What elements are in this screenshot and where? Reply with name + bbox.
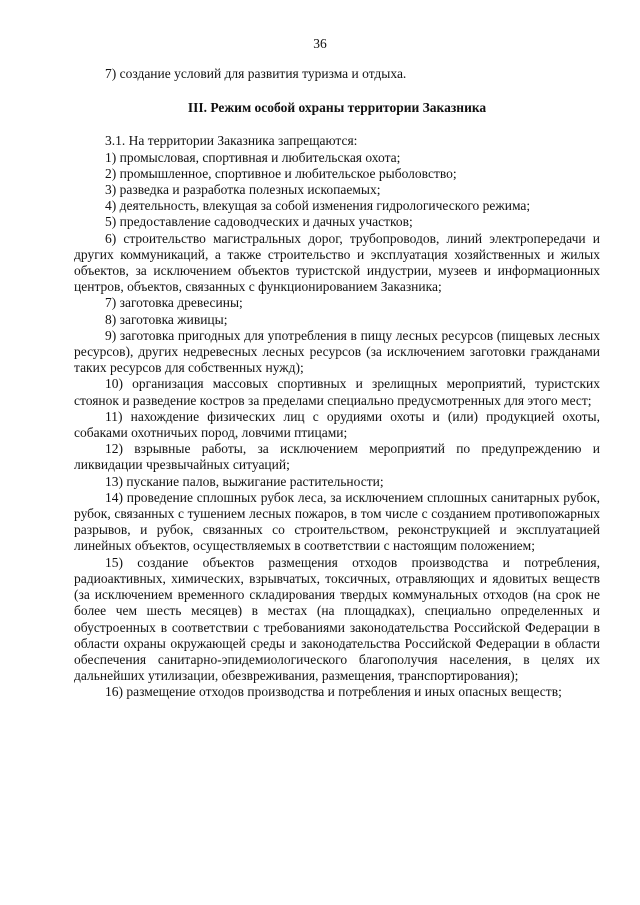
list-item-11: 11) нахождение физических лиц с орудиями охоты и (или) продукцией охоты, собаками охотничьих пород, ловчими птицами;	[74, 408, 600, 441]
list-item-14: 14) проведение сплошных рубок леса, за исключением сплошных санитарных рубок, рубок, связанных с тушением лесных пожаров, в том числе с созданием противопожарных разрывов, и рубок, связанных со строительством, реконструкцией и эксплуатацией линейных объектов, осуществляемых в соответствии с настоящим положением;	[74, 489, 600, 554]
list-item-8: 8) заготовка живицы;	[105, 311, 228, 327]
list-item-10: 10) организация массовых спортивных и зрелищных мероприятий, туристских стоянок и разведение костров за пределами специально предусмотренных для этого мест;	[74, 376, 600, 408]
list-item-12: 12) взрывные работы, за исключением мероприятий по предупреждению и ликвидации чрезвычайных ситуаций;	[74, 441, 600, 473]
paragraph-3-1: 3.1. На территории Заказника запрещаются:	[105, 133, 358, 149]
section-heading: III. Режим особой охраны территории Заказника	[187, 100, 487, 116]
list-item-15: 15) создание объектов размещения отходов производства и потребления, радиоактивных, химических, взрывчатых, токсичных, отравляющих и ядовитых веществ (за исключением временного складирования твердых коммунальных отходов (на срок не более чем шесть месяцев) в местах (на площадках), специально определенных и обустроенных в соответствии с требованиями законодательства Российской Федерации в области охраны окружающей среды и законодательства Российской Федерации в области обеспечения санитарно-эпидемиологического благополучия населения, в целях их дальнейших утилизации, обезвреживания, размещения, транспортирования);	[74, 554, 600, 684]
document-body	[74, 66, 600, 701]
list-item-13: 13) пускание палов, выжигание растительности;	[105, 473, 384, 489]
paragraph-item-7-intro: 7) создание условий для развития туризма и отдыха.	[105, 66, 407, 81]
list-item-16: 16) размещение отходов производства и потребления и иных опасных веществ;	[105, 684, 562, 700]
list-item-2: 2) промышленное, спортивное и любительское рыболовство;	[105, 165, 457, 181]
list-item-9: 9) заготовка пригодных для употребления в пищу лесных ресурсов (пищевых лесных ресурсов), других недревесных лесных ресурсов (за исключением заготовки гражданами таких ресурсов для собственных нужд);	[74, 327, 600, 376]
list-item-7: 7) заготовка древесины;	[105, 295, 243, 311]
page-number: 36	[313, 36, 327, 51]
list-item-4: 4) деятельность, влекущая за собой изменения гидрологического режима;	[105, 198, 531, 214]
list-item-1: 1) промысловая, спортивная и любительская охота;	[105, 149, 401, 165]
list-item-6: 6) строительство магистральных дорог, трубопроводов, линий электропередачи и других коммуникаций, а также строительство и эксплуатация хозяйственных и жилых объектов, за исключением объектов туристской индустрии, музеев и информационных центров, объектов, связанных с функционированием Заказника;	[74, 230, 600, 295]
list-item-3: 3) разведка и разработка полезных ископаемых;	[105, 182, 381, 198]
list-item-5: 5) предоставление садоводческих и дачных участков;	[105, 214, 413, 230]
